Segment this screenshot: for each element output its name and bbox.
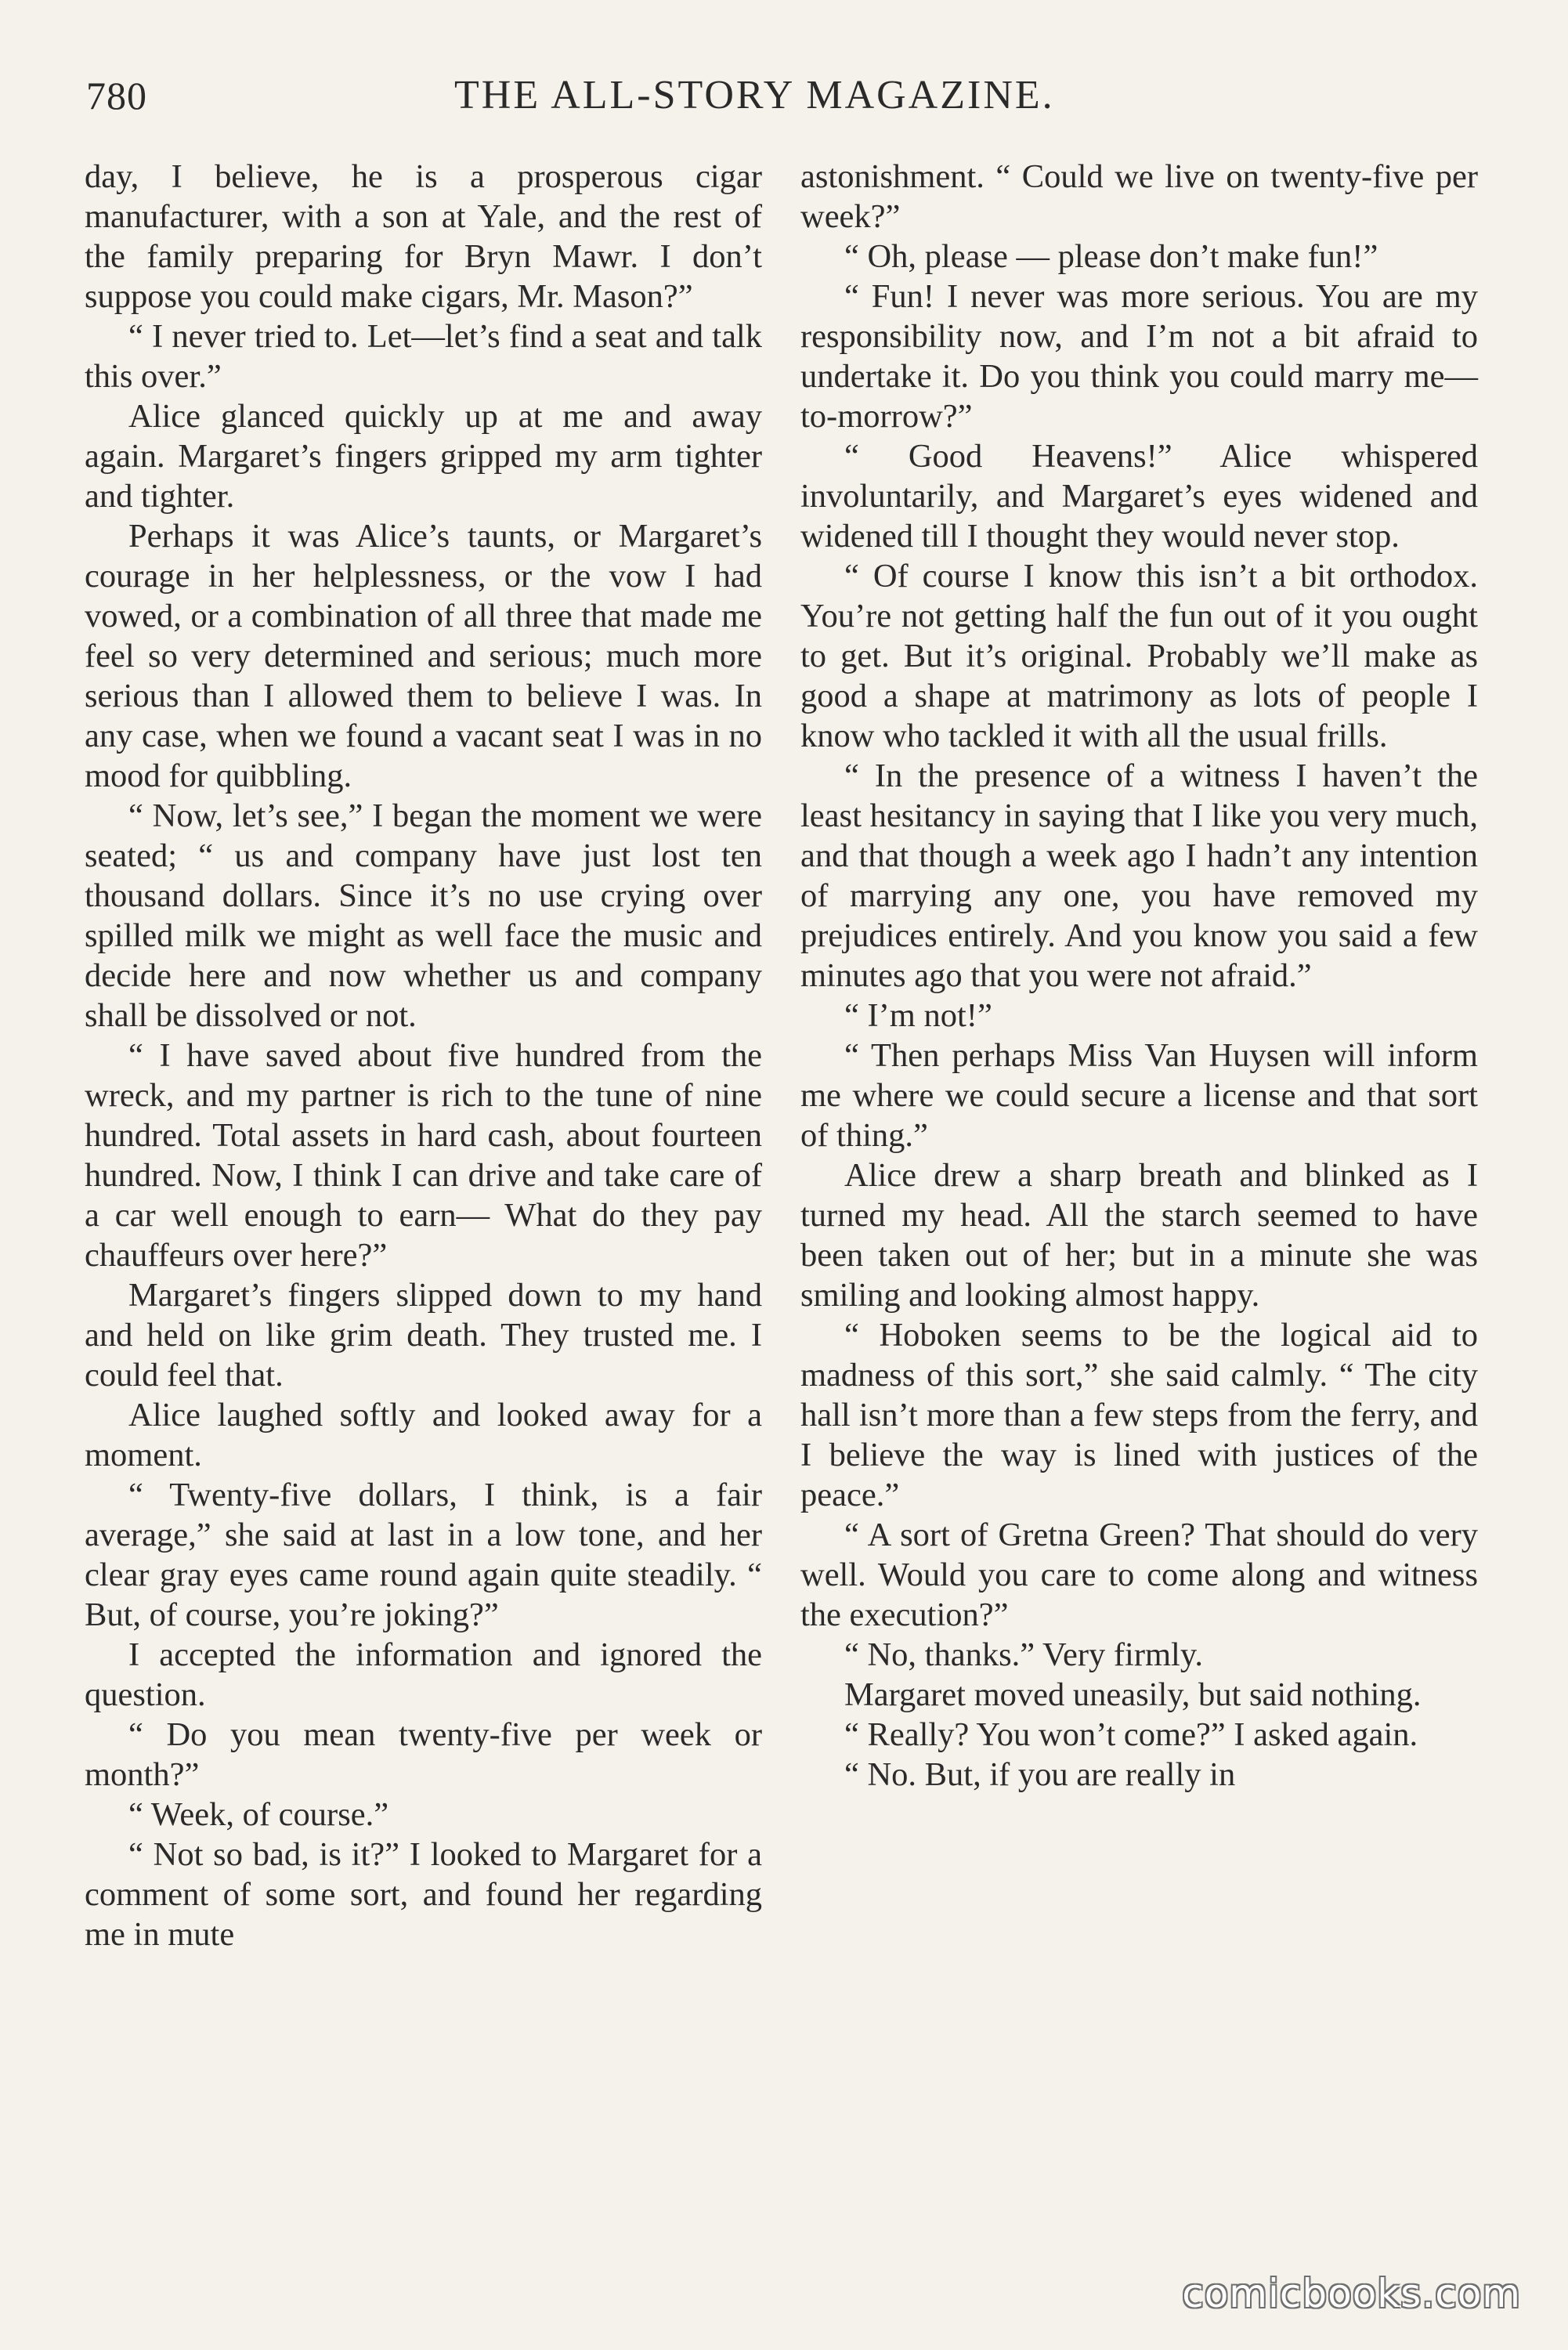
paragraph: “ In the presence of a witness I haven’t the least hesitancy in saying that I like you very much, and that though a week ago I hadn’t any intention of marrying any one, you have removed my prejudices entirely. And you know you said a few minutes ago that you were not afraid.” — [800, 757, 1478, 994]
paragraph: Alice drew a sharp breath and blinked as I turned my head. All the starch seemed to have been taken out of her; but in a minute she was smiling and looking almost happy. — [800, 1157, 1478, 1314]
paragraph: “ I have saved about five hundred from the wreck, and my partner is rich to the tune of nine hundred. Total assets in hard cash, about fourteen hundred. Now, I think I can drive and take care of a car well enough to earn— What do they pay chauffeurs over here?” — [85, 1037, 762, 1274]
paragraph: Alice laughed softly and looked away for a moment. — [85, 1397, 762, 1473]
paragraph: “ Of course I know this isn’t a bit orthodox. You’re not getting half the fun out of it you ought to get. But it’s original. Probably we’ll make as good a shape at matrimony as lots of people I know who tackled it with all the usual frills. — [800, 558, 1478, 754]
magazine-title: THE ALL-STORY MAGAZINE. — [454, 73, 1055, 118]
left-text-column — [85, 157, 762, 1954]
paragraph: “ Hoboken seems to be the logical aid to madness of this sort,” she said calmly. “ The city hall isn’t more than a few steps from the ferry, and I believe the way is lined with justices of the peace.” — [800, 1317, 1478, 1513]
paragraph: “ Oh, please — please don’t make fun!” — [844, 238, 1378, 275]
paragraph: “ A sort of Gretna Green? That should do very well. Would you care to come along and witness the execution?” — [800, 1517, 1478, 1633]
paragraph: Margaret’s fingers slipped down to my hand and held on like grim death. They trusted me. I could feel that. — [85, 1277, 762, 1394]
paragraph: I accepted the information and ignored the question. — [85, 1636, 762, 1713]
paragraph: Margaret moved uneasily, but said nothing. — [844, 1676, 1422, 1713]
paragraph: “ Then perhaps Miss Van Huysen will inform me where we could secure a license and that sort of thing.” — [800, 1037, 1478, 1154]
paragraph: “ Twenty-five dollars, I think, is a fair average,” she said at last in a low tone, and her clear gray eyes came round again quite steadily. “ But, of course, you’re joking?” — [85, 1477, 762, 1633]
right-text-column — [800, 157, 1478, 1795]
paragraph: “ Week, of course.” — [128, 1796, 389, 1833]
page-header — [86, 72, 1472, 135]
paragraph: “ Now, let’s see,” I began the moment we were seated; “ us and company have just lost ten thousand dollars. Since it’s no use crying over spilled milk we might as well face the music and decide here and now whether us and company shall be dissolved or not. — [85, 797, 762, 1034]
page-number: 780 — [86, 74, 147, 118]
watermark: comicbooks.com — [1182, 2271, 1521, 2316]
paragraph: “ Not so bad, is it?” I looked to Margaret for a comment of some sort, and found her regarding me in mute — [85, 1836, 762, 1953]
paragraph: “ Fun! I never was more serious. You are my responsibility now, and I’m not a bit afraid to undertake it. Do you think you could marry me—to-morrow?” — [800, 278, 1478, 435]
paragraph: Alice glanced quickly up at me and away again. Margaret’s fingers gripped my arm tighter and tighter. — [85, 398, 762, 515]
paragraph: day, I believe, he is a prosperous cigar manufacturer, with a son at Yale, and the rest of the family preparing for Bryn Mawr. I don’t suppose you could make cigars, Mr. Mason?” — [85, 158, 762, 315]
paragraph: Perhaps it was Alice’s taunts, or Margaret’s courage in her helplessness, or the vow I had vowed, or a combination of all three that made me feel so very determined and serious; much more serious than I allowed them to believe I was. In any case, when we found a vacant seat I was in no mood for quibbling. — [85, 518, 762, 794]
paragraph: “ Really? You won’t come?” I asked again. — [844, 1716, 1418, 1753]
paragraph: “ Good Heavens!” Alice whispered involuntarily, and Margaret’s eyes widened and widened till I thought they would never stop. — [800, 438, 1478, 555]
paragraph: astonishment. “ Could we live on twenty-five per week?” — [800, 158, 1478, 235]
paragraph: “ No, thanks.” Very firmly. — [844, 1636, 1203, 1673]
paragraph: “ Do you mean twenty-five per week or month?” — [85, 1716, 762, 1793]
paragraph: “ I’m not!” — [844, 997, 992, 1034]
paragraph: “ No. But, if you are really in — [844, 1756, 1236, 1793]
paragraph: “ I never tried to. Let—let’s find a seat and talk this over.” — [85, 318, 762, 395]
